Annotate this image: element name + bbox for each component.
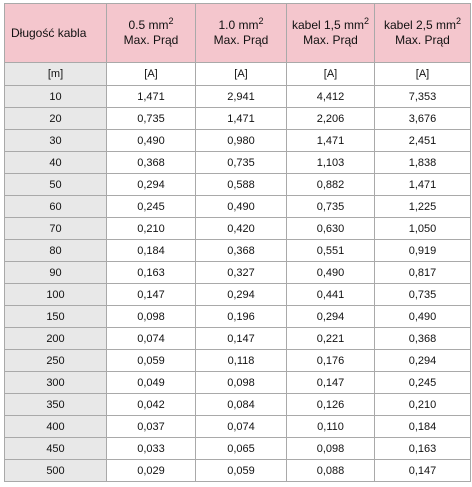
max-current-cell: 0,049 xyxy=(107,372,196,394)
max-current-cell: 0,294 xyxy=(375,350,471,372)
max-current-cell: 1,103 xyxy=(287,152,375,174)
max-current-cell: 0,084 xyxy=(196,394,287,416)
max-current-cell: 0,029 xyxy=(107,460,196,482)
header-max-current-label: Max. Prąd xyxy=(123,33,179,47)
cable-length-cell: 450 xyxy=(5,438,107,460)
max-current-cell: 2,451 xyxy=(375,130,471,152)
table-row xyxy=(5,416,471,438)
unit-cell: [A] xyxy=(287,63,375,86)
max-current-cell: 0,294 xyxy=(107,174,196,196)
header-max-current-label: Max. Prąd xyxy=(213,33,269,47)
unit-cell: [m] xyxy=(5,63,107,86)
max-current-cell: 0,098 xyxy=(287,438,375,460)
max-current-cell: 0,817 xyxy=(375,262,471,284)
max-current-cell: 0,184 xyxy=(375,416,471,438)
header-size-label: kabel 1,5 mm xyxy=(291,18,364,32)
max-current-cell: 0,441 xyxy=(287,284,375,306)
header-size-label: 0.5 mm xyxy=(128,18,169,32)
max-current-cell: 0,074 xyxy=(107,328,196,350)
max-current-cell: 0,147 xyxy=(287,372,375,394)
max-current-cell: 0,098 xyxy=(107,306,196,328)
units-row xyxy=(5,63,471,86)
max-current-cell: 0,037 xyxy=(107,416,196,438)
header-cable-length-label: Długość kabla xyxy=(11,25,87,40)
max-current-cell: 0,033 xyxy=(107,438,196,460)
table-row xyxy=(5,108,471,130)
max-current-cell: 0,735 xyxy=(375,284,471,306)
max-current-cell: 0,490 xyxy=(287,262,375,284)
cable-length-cell: 60 xyxy=(5,196,107,218)
header-size-label: 1.0 mm xyxy=(218,18,259,32)
max-current-cell: 4,412 xyxy=(287,86,375,108)
header-line-1 xyxy=(287,18,374,33)
max-current-cell: 0,735 xyxy=(196,152,287,174)
unit-cell: [A] xyxy=(375,63,471,86)
max-current-cell: 0,735 xyxy=(107,108,196,130)
max-current-cell: 0,551 xyxy=(287,240,375,262)
header-line-1 xyxy=(375,18,470,33)
table-row xyxy=(5,240,471,262)
cable-length-cell: 150 xyxy=(5,306,107,328)
header-sup: 2 xyxy=(168,16,174,26)
max-current-cell: 0,059 xyxy=(107,350,196,372)
max-current-cell: 0,098 xyxy=(196,372,287,394)
max-current-cell: 0,588 xyxy=(196,174,287,196)
max-current-cell: 1,471 xyxy=(375,174,471,196)
max-current-cell: 0,074 xyxy=(196,416,287,438)
cable-length-cell: 90 xyxy=(5,262,107,284)
header-line-1 xyxy=(196,18,286,33)
max-current-cell: 0,210 xyxy=(375,394,471,416)
unit-cell: [A] xyxy=(107,63,196,86)
header-sup: 2 xyxy=(364,16,370,26)
header-1-5mm2 xyxy=(287,4,375,63)
header-cable-length xyxy=(5,4,107,63)
cable-length-cell: 10 xyxy=(5,86,107,108)
cable-length-cell: 200 xyxy=(5,328,107,350)
cable-length-cell: 40 xyxy=(5,152,107,174)
max-current-cell: 0,176 xyxy=(287,350,375,372)
table-row xyxy=(5,438,471,460)
max-current-cell: 3,676 xyxy=(375,108,471,130)
max-current-cell: 1,225 xyxy=(375,196,471,218)
table-row xyxy=(5,130,471,152)
max-current-cell: 0,882 xyxy=(287,174,375,196)
cable-length-cell: 30 xyxy=(5,130,107,152)
max-current-cell: 0,294 xyxy=(196,284,287,306)
max-current-cell: 1,471 xyxy=(287,130,375,152)
max-current-cell: 0,042 xyxy=(107,394,196,416)
cable-length-cell: 100 xyxy=(5,284,107,306)
max-current-cell: 0,735 xyxy=(287,196,375,218)
header-line-1 xyxy=(107,18,195,33)
max-current-cell: 0,919 xyxy=(375,240,471,262)
max-current-cell: 0,980 xyxy=(196,130,287,152)
table-row xyxy=(5,284,471,306)
table-row xyxy=(5,328,471,350)
max-current-cell: 0,368 xyxy=(375,328,471,350)
max-current-cell: 0,126 xyxy=(287,394,375,416)
max-current-cell: 0,163 xyxy=(107,262,196,284)
cable-length-cell: 20 xyxy=(5,108,107,130)
table-row xyxy=(5,196,471,218)
max-current-cell: 0,147 xyxy=(375,460,471,482)
max-current-cell: 0,110 xyxy=(287,416,375,438)
max-current-cell: 0,147 xyxy=(107,284,196,306)
max-current-cell: 0,210 xyxy=(107,218,196,240)
cable-length-cell: 300 xyxy=(5,372,107,394)
cable-length-cell: 250 xyxy=(5,350,107,372)
header-max-current-label: Max. Prąd xyxy=(303,33,358,47)
max-current-cell: 0,490 xyxy=(375,306,471,328)
table-row xyxy=(5,152,471,174)
max-current-cell: 1,471 xyxy=(196,108,287,130)
max-current-cell: 0,368 xyxy=(196,240,287,262)
max-current-cell: 2,941 xyxy=(196,86,287,108)
max-current-cell: 0,294 xyxy=(287,306,375,328)
max-current-cell: 0,490 xyxy=(107,130,196,152)
max-current-cell: 0,065 xyxy=(196,438,287,460)
table-body xyxy=(5,86,471,482)
header-2-5mm2 xyxy=(375,4,471,63)
header-1-0mm2 xyxy=(196,4,287,63)
max-current-cell: 0,490 xyxy=(196,196,287,218)
max-current-cell: 0,088 xyxy=(287,460,375,482)
header-sup: 2 xyxy=(258,16,264,26)
max-current-cell: 0,184 xyxy=(107,240,196,262)
cable-length-cell: 50 xyxy=(5,174,107,196)
cable-current-table xyxy=(4,3,471,482)
max-current-cell: 0,245 xyxy=(375,372,471,394)
max-current-cell: 0,163 xyxy=(375,438,471,460)
max-current-cell: 0,221 xyxy=(287,328,375,350)
table-row xyxy=(5,460,471,482)
cable-length-cell: 350 xyxy=(5,394,107,416)
cable-length-cell: 70 xyxy=(5,218,107,240)
table-row xyxy=(5,394,471,416)
table-row xyxy=(5,306,471,328)
max-current-cell: 0,327 xyxy=(196,262,287,284)
max-current-cell: 2,206 xyxy=(287,108,375,130)
table-row xyxy=(5,86,471,108)
header-max-current-label: Max. Prąd xyxy=(395,33,450,47)
table-row xyxy=(5,218,471,240)
max-current-cell: 1,050 xyxy=(375,218,471,240)
table-row xyxy=(5,372,471,394)
max-current-cell: 0,059 xyxy=(196,460,287,482)
header-row xyxy=(5,4,471,63)
max-current-cell: 0,368 xyxy=(107,152,196,174)
max-current-cell: 1,471 xyxy=(107,86,196,108)
header-size-label: kabel 2,5 mm xyxy=(383,18,456,32)
cable-length-cell: 400 xyxy=(5,416,107,438)
max-current-cell: 0,630 xyxy=(287,218,375,240)
header-0-5mm2 xyxy=(107,4,196,63)
max-current-cell: 0,420 xyxy=(196,218,287,240)
unit-cell: [A] xyxy=(196,63,287,86)
table-row xyxy=(5,174,471,196)
max-current-cell: 0,245 xyxy=(107,196,196,218)
max-current-cell: 7,353 xyxy=(375,86,471,108)
max-current-cell: 0,147 xyxy=(196,328,287,350)
header-sup: 2 xyxy=(456,16,462,26)
max-current-cell: 0,196 xyxy=(196,306,287,328)
table-row xyxy=(5,350,471,372)
cable-length-cell: 500 xyxy=(5,460,107,482)
table-row xyxy=(5,262,471,284)
max-current-cell: 1,838 xyxy=(375,152,471,174)
cable-length-cell: 80 xyxy=(5,240,107,262)
max-current-cell: 0,118 xyxy=(196,350,287,372)
